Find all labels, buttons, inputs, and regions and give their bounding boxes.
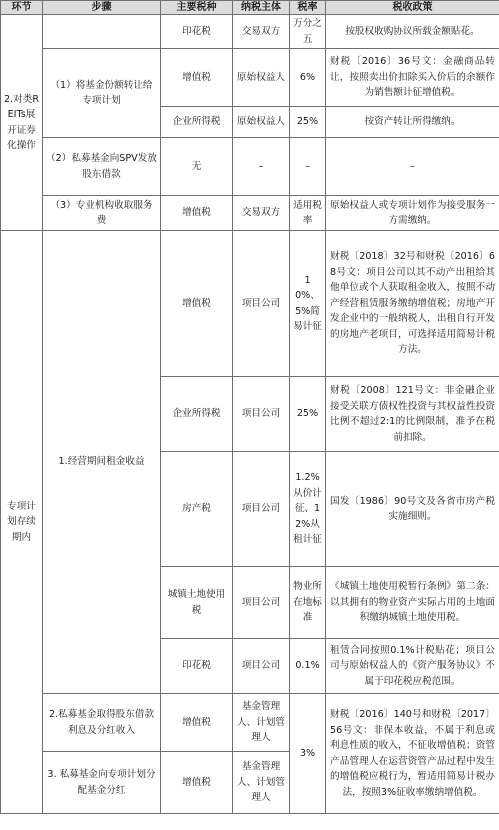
tax-cell: 增值税	[161, 752, 233, 814]
rate-cell: 10%、5%简易计征	[290, 231, 326, 377]
tax-cell: 城镇土地使用税	[161, 567, 233, 639]
tax-cell: 印花税	[161, 639, 233, 694]
rate-cell: 25%	[290, 377, 326, 452]
table-header-row	[1, 1, 499, 15]
payer-cell: 项目公司	[233, 231, 290, 377]
tax-cell: 增值税	[161, 196, 233, 231]
step-rental-income: 1.经营期间租金收益	[43, 231, 161, 694]
policy-cell: 租赁合同按照0.1%计税贴花；项目公司与原始权益人的《资产服务协议》不属于印花税应税范围。	[326, 639, 499, 694]
policy-cell: 原始权益人或专项计划作为接受服务一方需缴纳。	[326, 196, 499, 231]
tax-cell: 增值税	[161, 231, 233, 377]
table-row	[1, 138, 499, 196]
rate-cell: 1.2%从价计征、12%从租计征	[290, 452, 326, 567]
policy-cell: 财税〔2016〕140号和财税〔2017〕56号文：非保本收益，不属于利息或利息性质的收入，不征收增值税；资管产品管理人在运营资管产品过程中发生的增值税应税行为，暂适用简易计税办法，按照3%征收率缴纳增值税。	[326, 694, 499, 814]
header-rate: 税率	[290, 1, 326, 15]
table-row	[1, 231, 499, 377]
rate-cell: 物业所在地标准	[290, 567, 326, 639]
header-stage: 环节	[1, 1, 43, 15]
tax-cell: 增值税	[161, 49, 233, 107]
step-fund-distribution: 3. 私募基金向专项计划分配基金分红	[43, 752, 161, 814]
payer-cell: 项目公司	[233, 567, 290, 639]
tax-cell: 房产税	[161, 452, 233, 567]
table-row	[1, 196, 499, 231]
rate-cell: 6%	[290, 49, 326, 107]
tax-cell: 印花税	[161, 15, 233, 49]
header-payer: 纳税主体	[233, 1, 290, 15]
step-empty	[43, 15, 161, 49]
rate-cell: 0.1%	[290, 639, 326, 694]
step-shareholder-loan: （2）私募基金向SPV发放股东借款	[43, 138, 161, 196]
payer-cell: 交易双方	[233, 196, 290, 231]
payer-cell: 原始权益人	[233, 107, 290, 138]
tax-cell: 增值税	[161, 694, 233, 752]
policy-cell: 国发〔1986〕90号文及各省市房产税实施细则。	[326, 452, 499, 567]
rate-cell: 3%	[290, 694, 326, 814]
payer-cell: –	[233, 138, 290, 196]
rate-cell: 适用税率	[290, 196, 326, 231]
table-row	[1, 15, 499, 49]
payer-cell: 原始权益人	[233, 49, 290, 107]
rate-cell: 万分之五	[290, 15, 326, 49]
policy-cell: 财税〔2008〕121号文：非金融企业接受关联方债权性投资与其权益性投资比例不超过2:1的比例限制，准予在税前扣除。	[326, 377, 499, 452]
policy-cell: 按股权收购协议所载金额贴花。	[326, 15, 499, 49]
policy-cell: 《城镇土地使用税暂行条例》第二条：以其拥有的物业资产实际占用的土地面积缴纳城镇土地使用税。	[326, 567, 499, 639]
policy-cell: 财税〔2016〕36号文：金融商品转让，按照卖出价扣除买入价后的余额作为销售额计征增值税。	[326, 49, 499, 107]
payer-cell: 项目公司	[233, 639, 290, 694]
stage-duration: 专项计划存续期内	[1, 231, 43, 814]
rate-cell: 25%	[290, 107, 326, 138]
tax-cell: 无	[161, 138, 233, 196]
step-interest-dividend: 2.私募基金取得股东借款利息及分红收入	[43, 694, 161, 752]
rate-cell: –	[290, 138, 326, 196]
header-tax: 主要税种	[161, 1, 233, 15]
header-step: 步骤	[43, 1, 161, 15]
tax-cell: 企业所得税	[161, 377, 233, 452]
policy-cell: 财税〔2018〕32号和财税〔2016〕68号文：项目公司以其不动产出租给其他单位或个人获取租金收入，按照不动产经营租赁服务缴纳增值税；房地产开发企业中的一般纳税人，出租自行开发的房地产老项目，可选择适用简易计税方法。	[326, 231, 499, 377]
stage-securitization: 2.对类REITs展开证券化操作	[1, 15, 43, 231]
table-row	[1, 49, 499, 107]
table-row	[1, 694, 499, 752]
policy-cell: 按资产转让所得缴纳。	[326, 107, 499, 138]
step-fund-share-transfer: （1）将基金份额转让给专项计划	[43, 49, 161, 138]
payer-cell: 交易双方	[233, 15, 290, 49]
policy-cell: –	[326, 138, 499, 196]
tax-cell: 企业所得税	[161, 107, 233, 138]
payer-cell: 基金管理人、计划管理人	[233, 752, 290, 814]
step-service-fee: （3）专业机构收取服务费	[43, 196, 161, 231]
payer-cell: 项目公司	[233, 377, 290, 452]
header-policy: 税收政策	[326, 1, 499, 15]
payer-cell: 项目公司	[233, 452, 290, 567]
payer-cell: 基金管理人、计划管理人	[233, 694, 290, 752]
